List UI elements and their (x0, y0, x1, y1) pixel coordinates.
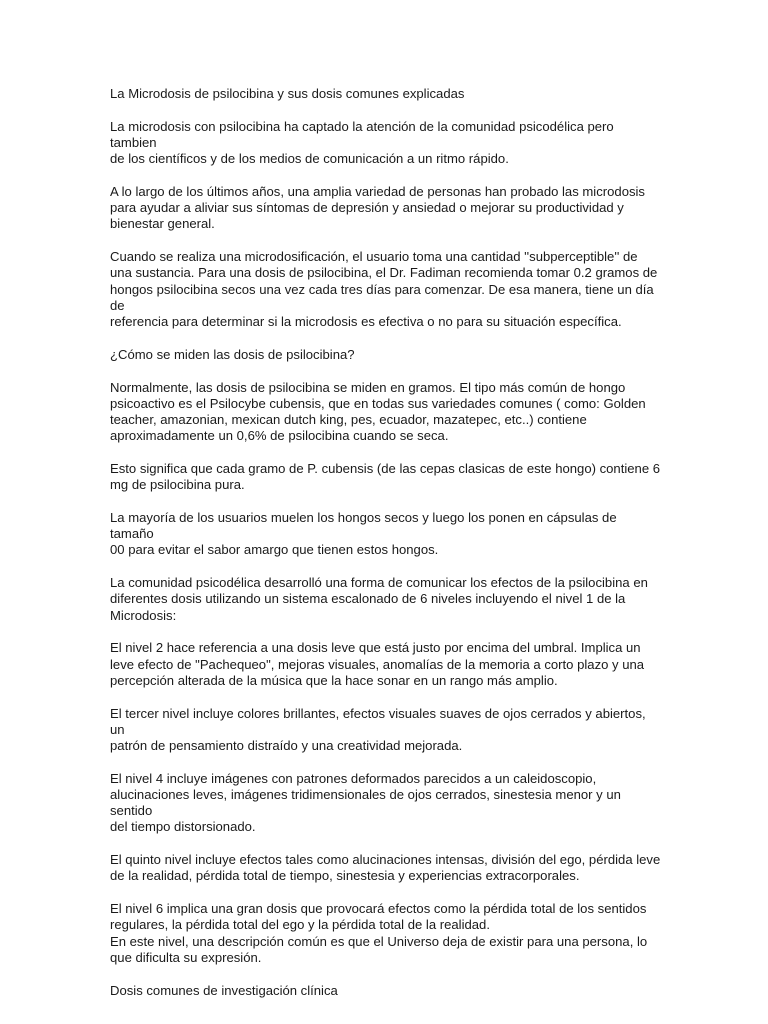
paragraph-recent-years: A lo largo de los últimos años, una amplia variedad de personas han probado las microdosis para ayudar a aliviar sus síntomas de depresión y ansiedad o mejorar su productividad y bienestar general. (110, 184, 645, 232)
paragraph-per-gram: Esto significa que cada gramo de P. cubensis (de las cepas clasicas de este hongo) contiene 6 mg de psilocibina pura. (110, 461, 661, 493)
section-heading-clinical: Dosis comunes de investigación clínica (110, 982, 338, 998)
section-heading-measurement: ¿Cómo se miden las dosis de psilocibina? (110, 346, 355, 362)
paragraph-grams: Normalmente, las dosis de psilocibina se miden en gramos. El tipo más común de hongo psicoactivo es el Psilocybe cubensis, que en todas sus variedades comunes ( como: Golden teacher, amazonian, mexican dutch king, pes, ecuador, mazatepec, etc..) contiene aproximadamente un 0,6% de psilocibina cuando se seca. (110, 379, 646, 444)
paragraph-level-3: El tercer nivel incluye colores brillantes, efectos visuales suaves de ojos cerrados y abiertos, un patrón de pensamiento distraído y una creatividad mejorada. (110, 705, 646, 754)
document-title: La Microdosis de psilocibina y sus dosis comunes explicadas (110, 86, 465, 101)
paragraph-capsules: La mayoría de los usuarios muelen los hongos secos y luego los ponen en cápsulas de tamaño 00 para evitar el sabor amargo que tienen estos hongos. (110, 510, 617, 558)
paragraph-level-4: El nivel 4 incluye imágenes con patrones deformados parecidos a un caleidoscopio, alucinaciones leves, imágenes tridimensionales de ojos cerrados, sinestesia menor y un sentido del tiempo distorsionado. (110, 770, 621, 835)
document-page (110, 86, 662, 1015)
paragraph-microdosing: Cuando se realiza una microdosificación, el usuario toma una cantidad ''subperceptible'' de una sustancia. Para una dosis de psilocibina, el Dr. Fadiman recomienda tomar 0.2 gramos de hongos psilocibina secos una vez cada tres días para comenzar. De esa manera, tiene un día de referencia para determinar si la microdosis es efectiva o no para su situación específica. (110, 249, 658, 330)
paragraph-level-5: El quinto nivel incluye efectos tales como alucinaciones intensas, división del ego, pérdida leve de la realidad, pérdida total de tiempo, sinestesia y experiencias extracorporales. (110, 852, 661, 884)
paragraph-level-2: El nivel 2 hace referencia a una dosis leve que está justo por encima del umbral. Implica un leve efecto de "Pachequeo", mejoras visuales, anomalías de la memoria a corto plazo y una percepción alterada de la música que la hace sonar en un rango más amplio. (110, 640, 645, 688)
paragraph-intro: La microdosis con psilocibina ha captado la atención de la comunidad psicodélica pero tambien de los científicos y de los medios de comunicación a un ritmo rápido. (110, 118, 614, 167)
paragraph-levels-system: La comunidad psicodélica desarrolló una forma de comunicar los efectos de la psilocibina en diferentes dosis utilizando un sistema escalonado de 6 niveles incluyendo el nivel 1 de la Microdosis: (110, 575, 648, 623)
paragraph-level-6: El nivel 6 implica una gran dosis que provocará efectos como la pérdida total de los sentidos regulares, la pérdida total del ego y la pérdida total de la realidad. En este nivel, una descripción común es que el Universo deja de existir para una persona, lo que dificulta su expresión. (110, 901, 648, 965)
